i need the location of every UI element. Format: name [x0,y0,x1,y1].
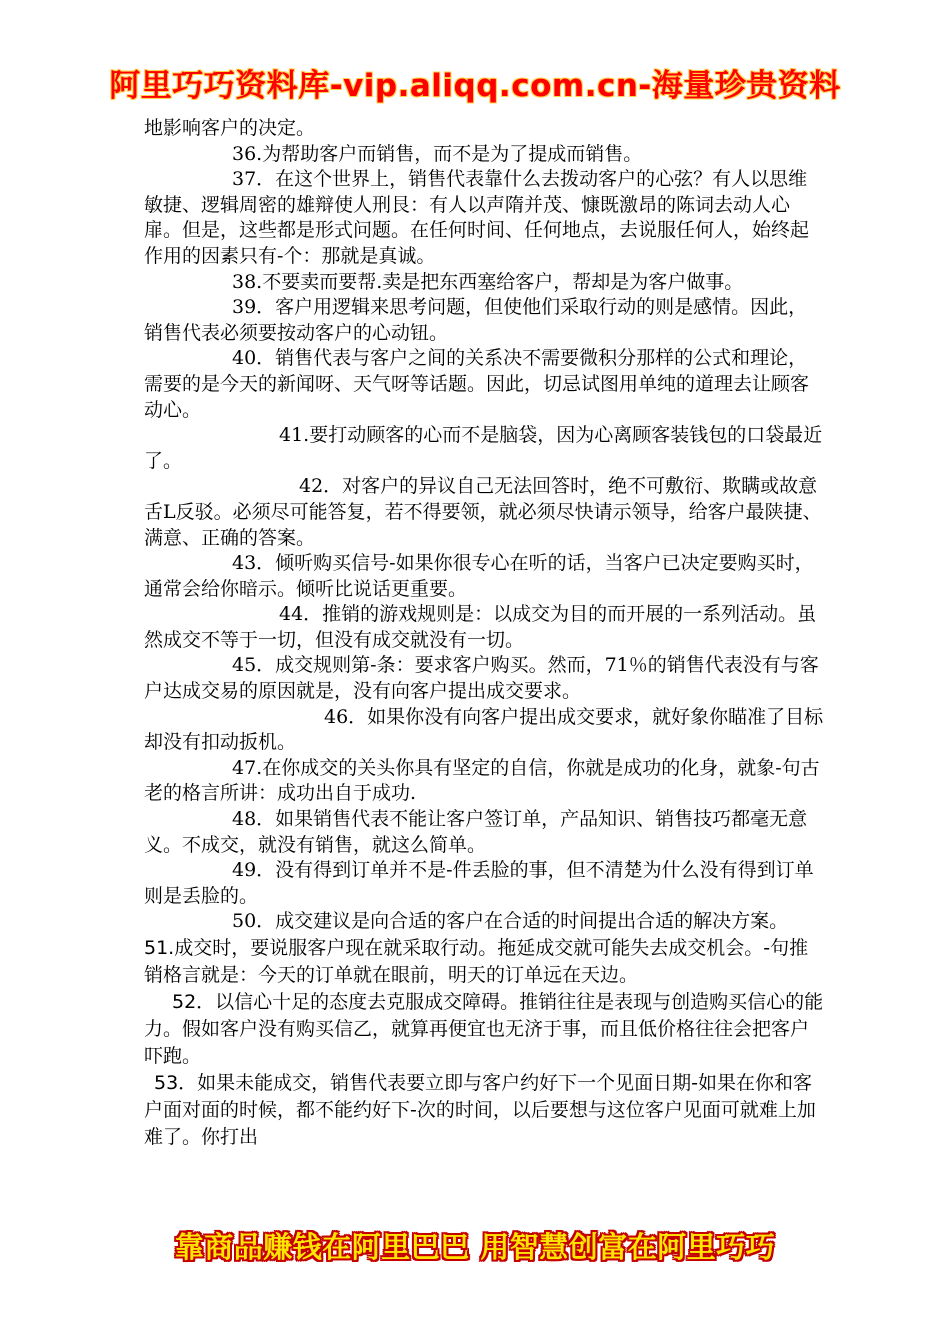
paragraph-48: 48．如果销售代表不能让客户签订单，产品知识、销售技巧都毫无意义。不成交，就没有销售，就这么简单。 [144,808,808,856]
header-banner: 阿里巧巧资料库-vip.aliqq.com.cn-海量珍贵资料 [109,68,841,104]
paragraph-42: 42．对客户的异议自己无法回答时，绝不可敷衍、欺瞒或故意舌L反驳。必须尽可能答复，若不得要领，就必须尽快请示领导，给客户最陕捷、满意、正确的答案。 [144,475,822,549]
paragraph-46: 46．如果你没有向客户提出成交要求，就好象你瞄准了目标却没有扣动扳机。 [144,705,824,754]
paragraph-51: 51.成交时，要说服客户现在就采取行动。拖延成交就可能失去成交机会。-句推销格言就是：今天的订单就在眼前，明天的订单远在天边。 [144,937,809,986]
paragraph-37: 37．在这个世界上，销售代表靠什么去拨动客户的心弦？有人以思维敏捷、逻辑周密的雄辩使人刑艮：有人以声隋并茂、慷既激昂的陈词去动人心扉。但是，这些都是形式问题。在任何时间、任何地点，去说服任何人，始终起作用的因素只有-个：那就是真诚。 [144,168,810,267]
paragraph-39: 39．客户用逻辑来思考问题，但使他们采取行动的则是感情。因此，销售代表必须要按动客户的心动钮。 [144,296,808,344]
paragraph-43: 43．倾听购买信号-如果你很专心在听的话，当客户已决定要购买时，通常会给你暗示。倾听比说话更重要。 [144,552,814,600]
paragraph-52: 52．以信心十足的态度去克服成交障碍。推销往往是表现与创造购买信心的能力。假如客户没有购买信乙，就算再便宜也无济于事，而且低价格往往会把客户吓跑。 [144,991,824,1067]
paragraph-53: 53．如果未能成交，销售代表要立即与客户约好下一个见面日期-如果在你和客户面对面的时候，都不能约好下-次的时间，以后要想与这位客户见面可就难上加难了。你打出 [144,1072,816,1148]
paragraph-44: 44．推销的游戏规则是：以成交为目的而开展的一系列活动。虽然成交不等于一切，但没有成交就没有一切。 [144,603,817,651]
footer-banner: 靠商品赚钱在阿里巴巴 用智慧创富在阿里巧巧 [174,1230,776,1264]
paragraph-50: 50．成交建议是向合适的客户在合适的时间提出合适的解决方案。 [232,910,789,933]
paragraph-47: 47.在你成交的关头你具有坚定的自信，你就是成功的化身，就象-句古老的格言所讲：成功出自于成功. [144,756,820,805]
document-body [144,116,824,1151]
paragraph-49: 49．没有得到订单并不是-件丢脸的事，但不清楚为什么没有得到订单则是丢脸的。 [144,859,814,907]
paragraph-36: 36.为帮助客户而销售，而不是为了提成而销售。 [232,142,643,165]
paragraph-40: 40．销售代表与客户之间的关系决不需要微积分那样的公式和理论，需要的是今天的新闻呀、天气呀等话题。因此，切忌试图用单纯的道理去让顾客动心。 [144,347,810,421]
paragraph-35-tail: 地影响客户的决定。 [144,117,316,139]
paragraph-45: 45．成交规则第-条：要求客户购买。然而，71％的销售代表没有与客户达成交易的原因就是，没有向客户提出成交要求。 [144,654,819,703]
paragraph-41: 41.要打动顾客的心而不是脑袋，因为心离顾客装钱包的口袋最近了。 [144,424,823,472]
paragraph-38: 38.不要卖而要帮.卖是把东西塞给客户，帮却是为客户做事。 [232,270,744,293]
